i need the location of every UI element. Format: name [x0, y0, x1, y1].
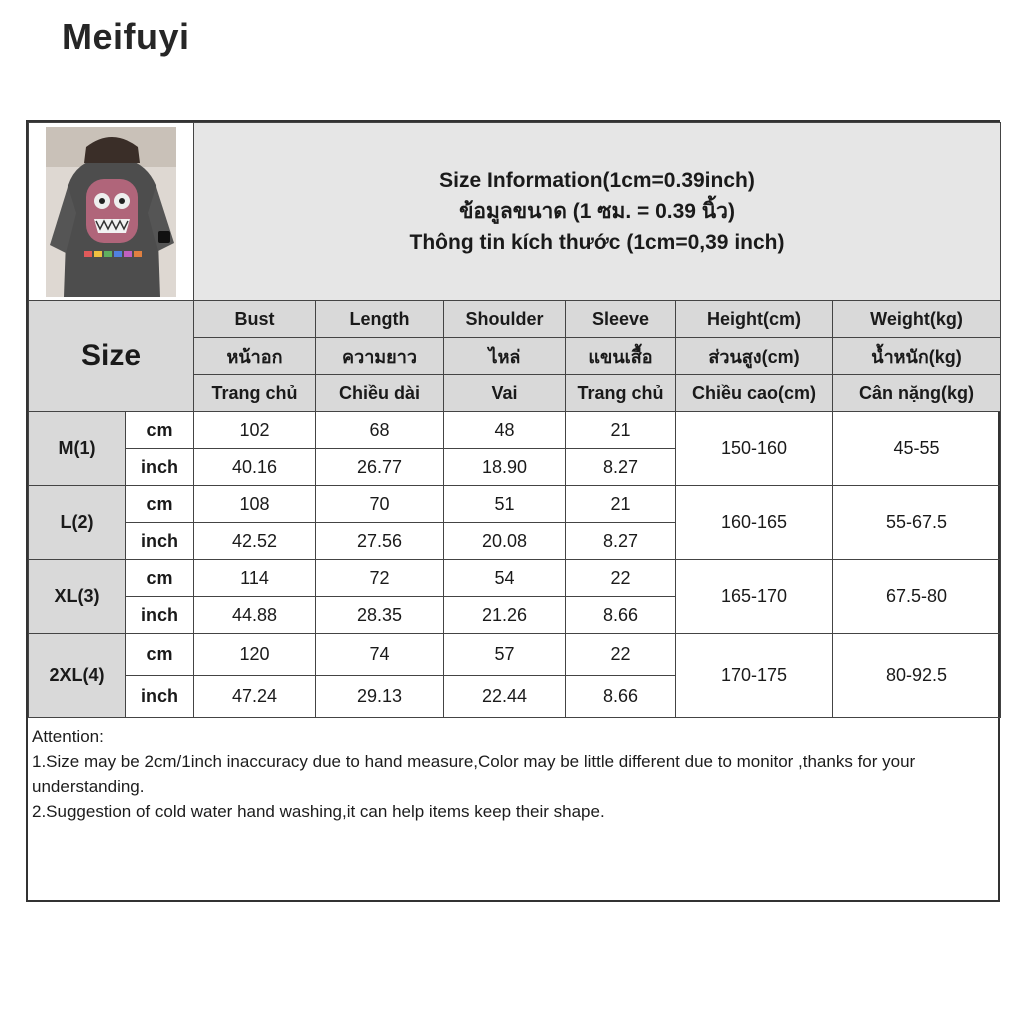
col-weight-en: Weight(kg)	[833, 301, 1001, 338]
cell-bust-cm: 102	[194, 412, 316, 449]
unit-inch: inch	[126, 449, 194, 486]
title-vietnamese: Thông tin kích thước (1cm=0,39 inch)	[409, 231, 785, 254]
size-header: Size	[29, 301, 194, 412]
cell-shoulder-cm: 48	[444, 412, 566, 449]
cell-sleeve-inch: 8.27	[566, 449, 676, 486]
size-label: L(2)	[29, 486, 126, 560]
col-length-th: ความยาว	[316, 338, 444, 375]
size-label: XL(3)	[29, 560, 126, 634]
cell-height: 160-165	[676, 486, 833, 560]
cell-length-cm: 68	[316, 412, 444, 449]
note-2: 2.Suggestion of cold water hand washing,it can help items keep their shape.	[32, 802, 605, 821]
col-length-vi: Chiều dài	[316, 375, 444, 412]
cell-sleeve-inch: 8.66	[566, 676, 676, 718]
cell-sleeve-cm: 22	[566, 634, 676, 676]
col-weight-th: น้ำหนัก(kg)	[833, 338, 1001, 375]
cell-length-inch: 29.13	[316, 676, 444, 718]
cell-bust-cm: 108	[194, 486, 316, 523]
cell-weight: 55-67.5	[833, 486, 1001, 560]
col-weight-vi: Cân nặng(kg)	[833, 375, 1001, 412]
cell-height: 150-160	[676, 412, 833, 486]
size-label: 2XL(4)	[29, 634, 126, 718]
size-table	[28, 122, 1001, 718]
brand-logo: Meifuyi	[62, 16, 190, 57]
cell-sleeve-cm: 21	[566, 412, 676, 449]
title-thai: ข้อมูลขนาด (1 ซม. = 0.39 นิ้ว)	[459, 200, 735, 223]
col-shoulder-vi: Vai	[444, 375, 566, 412]
cell-shoulder-cm: 57	[444, 634, 566, 676]
cell-shoulder-inch: 21.26	[444, 597, 566, 634]
cell-weight: 45-55	[833, 412, 1001, 486]
table-row	[29, 634, 1001, 676]
unit-cm: cm	[126, 560, 194, 597]
col-sleeve-th: แขนเสื้อ	[566, 338, 676, 375]
table-row	[29, 486, 1001, 523]
cell-bust-cm: 120	[194, 634, 316, 676]
cell-sleeve-cm: 21	[566, 486, 676, 523]
cell-length-cm: 72	[316, 560, 444, 597]
unit-inch: inch	[126, 676, 194, 718]
cell-length-cm: 74	[316, 634, 444, 676]
notes-heading: Attention:	[32, 727, 104, 746]
unit-cm: cm	[126, 412, 194, 449]
cell-bust-inch: 40.16	[194, 449, 316, 486]
title-english: Size Information(1cm=0.39inch)	[439, 169, 755, 192]
cell-sleeve-inch: 8.27	[566, 523, 676, 560]
col-sleeve-vi: Trang chủ	[566, 375, 676, 412]
cell-length-inch: 26.77	[316, 449, 444, 486]
size-label: M(1)	[29, 412, 126, 486]
col-height-vi: Chiều cao(cm)	[676, 375, 833, 412]
unit-cm: cm	[126, 634, 194, 676]
cell-shoulder-inch: 20.08	[444, 523, 566, 560]
col-height-th: ส่วนสูง(cm)	[676, 338, 833, 375]
col-height-en: Height(cm)	[676, 301, 833, 338]
title-cell	[194, 123, 1001, 301]
note-1: 1.Size may be 2cm/1inch inaccuracy due to hand measure,Color may be little different due to monitor ,thanks for your understanding.	[32, 752, 916, 796]
cell-bust-inch: 44.88	[194, 597, 316, 634]
cell-sleeve-cm: 22	[566, 560, 676, 597]
cell-length-inch: 27.56	[316, 523, 444, 560]
cell-weight: 67.5-80	[833, 560, 1001, 634]
product-photo-cell	[29, 123, 194, 301]
unit-cm: cm	[126, 486, 194, 523]
cell-shoulder-inch: 18.90	[444, 449, 566, 486]
cell-length-inch: 28.35	[316, 597, 444, 634]
cell-height: 165-170	[676, 560, 833, 634]
col-shoulder-en: Shoulder	[444, 301, 566, 338]
cell-weight: 80-92.5	[833, 634, 1001, 718]
cell-shoulder-cm: 54	[444, 560, 566, 597]
col-bust-en: Bust	[194, 301, 316, 338]
cell-shoulder-cm: 51	[444, 486, 566, 523]
cell-bust-inch: 42.52	[194, 523, 316, 560]
cell-shoulder-inch: 22.44	[444, 676, 566, 718]
cell-sleeve-inch: 8.66	[566, 597, 676, 634]
unit-inch: inch	[126, 523, 194, 560]
size-chart	[26, 120, 1000, 902]
col-bust-vi: Trang chủ	[194, 375, 316, 412]
unit-inch: inch	[126, 597, 194, 634]
cell-height: 170-175	[676, 634, 833, 718]
table-row	[29, 560, 1001, 597]
col-length-en: Length	[316, 301, 444, 338]
product-photo	[46, 127, 176, 297]
col-sleeve-en: Sleeve	[566, 301, 676, 338]
cell-bust-cm: 114	[194, 560, 316, 597]
col-shoulder-th: ไหล่	[444, 338, 566, 375]
col-bust-th: หน้าอก	[194, 338, 316, 375]
attention-notes	[28, 721, 1000, 827]
table-row	[29, 412, 1001, 449]
cell-bust-inch: 47.24	[194, 676, 316, 718]
cell-length-cm: 70	[316, 486, 444, 523]
